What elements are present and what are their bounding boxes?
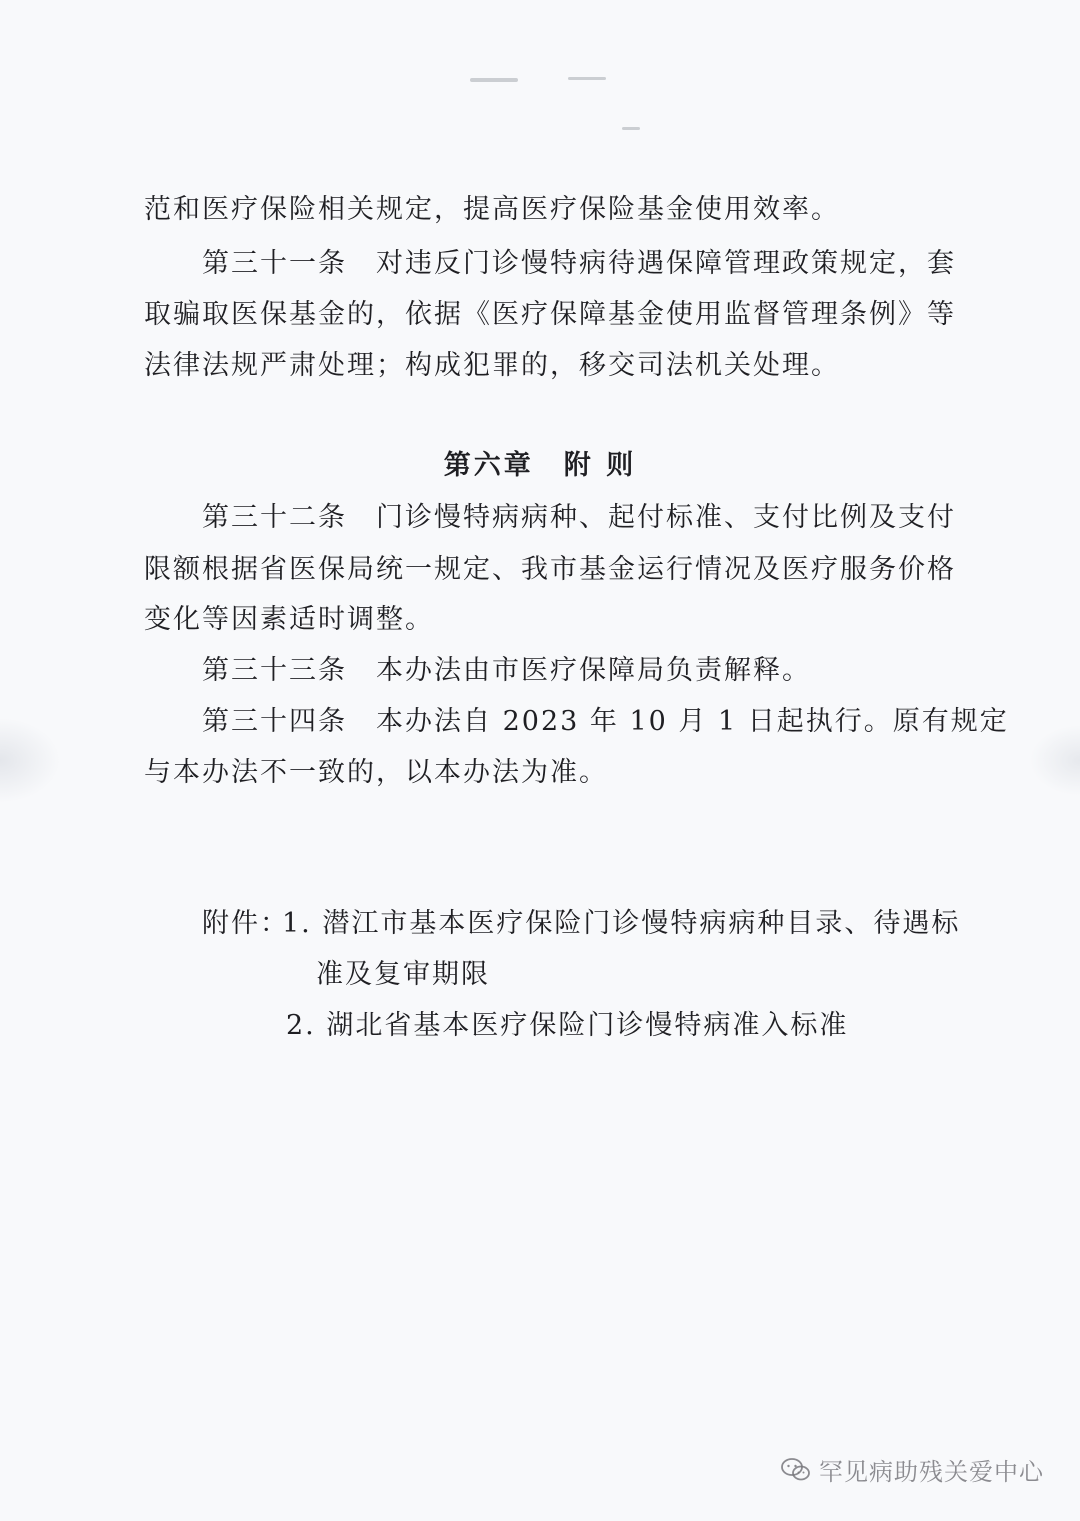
watermark (781, 1452, 1044, 1487)
article-31-line: 第三十一条 对违反门诊慢特病待遇保障管理政策规定，套 (202, 248, 956, 279)
wechat-icon (781, 1457, 811, 1483)
article-31-line: 法律法规严肃处理；构成犯罪的，移交司法机关处理。 (144, 350, 840, 381)
watermark-text: 罕见病助残关爱中心 (819, 1458, 1044, 1486)
article-32-line: 限额根据省医保局统一规定、我市基金运行情况及医疗服务价格 (144, 554, 956, 585)
scan-artifact (470, 78, 518, 82)
attachment-item-2: 2. 湖北省基本医疗保险门诊慢特病准入标准 (286, 1010, 849, 1041)
scan-artifact (622, 127, 640, 130)
article-34-line: 与本办法不一致的，以本办法为准。 (144, 757, 608, 788)
attachment-label: 附件： (202, 908, 289, 939)
article-33-line: 第三十三条 本办法由市医疗保障局负责解释。 (202, 655, 811, 686)
attachment-item-1: 1. 潜江市基本医疗保险门诊慢特病病种目录、待遇标 (282, 908, 961, 939)
article-34-line: 第三十四条 本办法自 2023 年 10 月 1 日起执行。原有规定 (202, 706, 1009, 737)
article-31-line: 取骗取医保基金的，依据《医疗保障基金使用监督管理条例》等 (144, 299, 956, 330)
article-32-line: 变化等因素适时调整。 (144, 604, 434, 635)
article-32-line: 第三十二条 门诊慢特病病种、起付标准、支付比例及支付 (202, 502, 956, 533)
attachment-item-1-continued: 准及复审期限 (316, 959, 490, 990)
scan-artifact (568, 77, 606, 80)
chapter-heading: 第六章 附 则 (443, 450, 637, 481)
paragraph-line: 范和医疗保险相关规定，提高医疗保险基金使用效率。 (144, 194, 840, 225)
